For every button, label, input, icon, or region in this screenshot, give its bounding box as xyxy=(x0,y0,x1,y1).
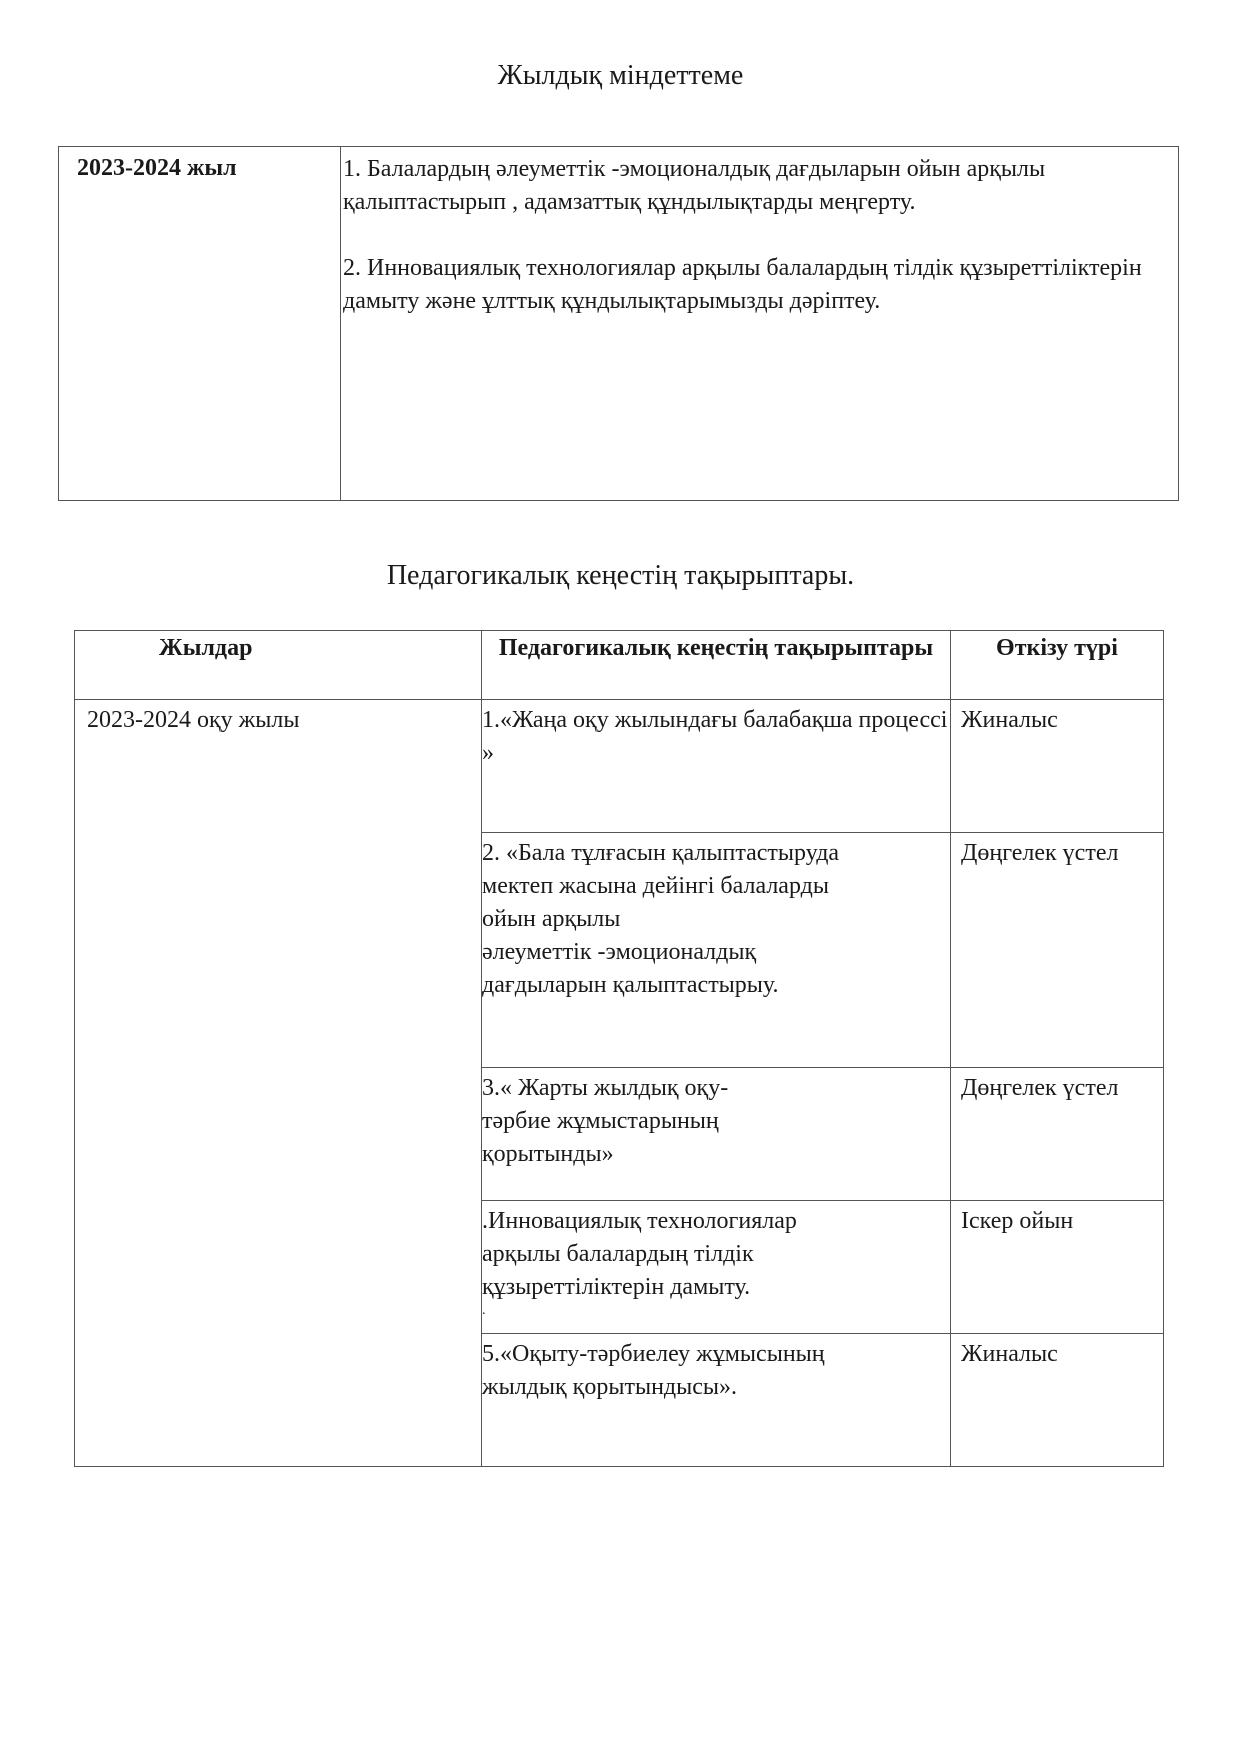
header-years: Жылдар xyxy=(75,631,482,700)
topic-text-1: 1.«Жаңа оқу жылындағы балабақша процессі » xyxy=(482,707,948,766)
topic-cell-5 xyxy=(482,1334,951,1467)
annual-commitment-title: Жылдық міндеттеме xyxy=(497,60,744,91)
header-topics: Педагогикалық кеңестің тақырыптары xyxy=(482,631,951,700)
council-topics-table xyxy=(74,630,1164,1467)
form-cell-5: Жиналыс xyxy=(951,1334,1164,1467)
stray-dot: . xyxy=(482,1303,486,1318)
form-cell-1: Жиналыс xyxy=(951,700,1164,833)
topic-cell-2 xyxy=(482,833,951,1068)
header-form: Өткізу түрі xyxy=(951,631,1164,700)
commitment-goal-2: 2. Инновациялық технологиялар арқылы балалардың тілдік құзыреттіліктерін дамыту және ұлттық құндылықтарымызды дәріптеу. xyxy=(343,255,1142,314)
table-header-row xyxy=(75,631,1164,700)
topic-cell-3 xyxy=(482,1068,951,1201)
topic-text-5: 5.«Оқыту-тәрбиелеу жұмысының жылдық қорытындысы». xyxy=(482,1341,825,1400)
form-cell-2: Дөңгелек үстел xyxy=(951,833,1164,1068)
commitment-year: 2023-2024 жыл xyxy=(59,147,341,501)
annual-commitment-table xyxy=(58,146,1179,501)
form-cell-4: Іскер ойын xyxy=(951,1201,1164,1334)
table-row xyxy=(75,700,1164,833)
topic-text-4: .Инновациялық технологиялар арқылы балалардың тілдік құзыреттіліктерін дамыту. xyxy=(482,1208,797,1300)
commitment-goal-1: 1. Балалардың әлеуметтік -эмоционалдық дағдыларын ойын арқылы қалыптастырып , адамзаттық құндылықтарды меңгерту. xyxy=(343,156,1046,215)
commitment-goals xyxy=(341,147,1179,501)
table-row xyxy=(59,147,1179,501)
topic-cell-1 xyxy=(482,700,951,833)
topic-text-3: 3.« Жарты жылдық оқу- тәрбие жұмыстарының қорытынды» xyxy=(482,1075,729,1167)
topic-cell-4 xyxy=(482,1201,951,1334)
form-cell-3: Дөңгелек үстел xyxy=(951,1068,1164,1201)
years-value: 2023-2024 оқу жылы xyxy=(75,700,482,1467)
topic-text-2: 2. «Бала тұлғасын қалыптастыруда мектеп жасына дейінгі балаларды ойын арқылы әлеуметтік -эмоционалдық дағдыларын қалыптастырыу. xyxy=(482,840,840,998)
council-topics-title: Педагогикалық кеңестің тақырыптары. xyxy=(386,560,855,591)
